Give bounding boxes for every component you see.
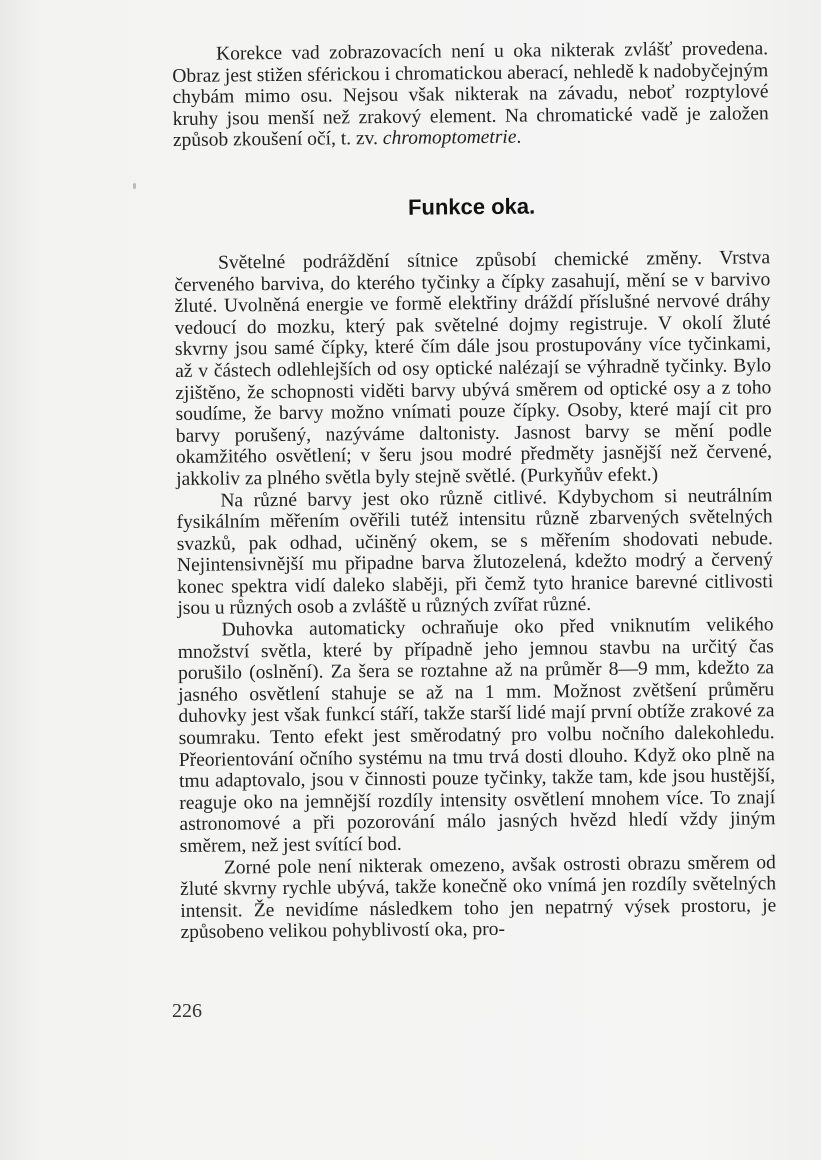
intro-italic-term: chromoptometrie xyxy=(382,127,517,150)
paper-speck xyxy=(133,183,136,189)
intro-paragraph xyxy=(172,38,769,152)
intro-end: . xyxy=(516,127,522,149)
page-number: 226 xyxy=(172,1000,202,1022)
section-heading: Funkce oka. xyxy=(407,193,536,220)
paragraph-4: Zorné pole není nikterak omezeno, avšak ostrosti obrazu směrem od žluté skvrny rychle ubývá, takže konečně oko vnímá jen rozdíly světelných intensit. Že nevidíme následkem toho jen nepatrný výsek prostoru, je způsobeno velikou pohyblivostí oka, pro- xyxy=(180,851,777,944)
intro-text: Korekce vad zobrazovacích není u oka nikterak zvlášť provedena. Obraz jest stižen sférickou i chromatickou aberací, nehledě k nadobyčejným chybám mimo osu. Nejsou však nikterak na závadu, neboť rozptylové kruhy jsou menší než zrakový element. Na chromatické vadě je založen způsob zkoušení očí, t. zv. xyxy=(172,38,769,152)
text-block xyxy=(172,38,777,944)
paragraph-2: Na různé barvy jest oko různě citlivé. Kdybychom si neutrálním fysikálním měřením ověřili tutéž intensitu různě zbarvených světelných svazků, pak odhad, učiněný okem, se s měřením shodovati nebude. Nejintensivnější mu připadne barva žlutozelená, kdežto modrý a červený konec spektra vidí daleko slaběji, při čemž tyto hranice barevné citlivosti jsou u různých osob a zvláště u různých zvířat různé. xyxy=(176,484,774,620)
paragraph-1: Světelné podráždění sítnice způsobí chemické změny. Vrstva červeného barviva, do kterého tyčinky a čípky zasahují, mění se v barvivo žluté. Uvolněná energie ve formě elektřiny dráždí příslušné nervové dráhy vedoucí do mozku, který pak světelné dojmy registruje. V okolí žluté skvrny jsou samé čípky, které čím dále jsou prostupovány více tyčinkami, až v částech odlehlejších od osy optické nalézají se výhradně tyčinky. Bylo zjištěno, že schopnosti viděti barvy ubývá směrem od optické osy a z toho soudíme, že barvy možno vnímati pouze čípky. Osoby, které mají cit pro barvy porušený, nazýváme daltonisty. Jasnost barvy se mění podle okamžitého osvětlení; v šeru jsou modré předměty jasnější než červené, jakkoliv za plného světla byly stejně světlé. (Purkyňův efekt.) xyxy=(174,247,773,490)
paragraph-3: Duhovka automaticky ochraňuje oko před vniknutím velikého množství světla, které by případně jeho jemnou stavbu na určitý čas porušilo (oslnění). Za šera se roztahne až na průměr 8—9 mm, kdežto za jasného osvětlení stahuje se až na 1 mm. Možnost zvětšení průměru duhovky jest však funkcí stáří, takže starší lidé mají první obtíže zrakové za soumraku. Tento efekt jest směrodatný pro volbu nočního dalekohledu. Přeorientování očního systému na tmu trvá dosti dlouho. Když oko plně na tmu adaptovalo, jsou v činnosti pouze tyčinky, takže tam, kde jsou hustější, reaguje oko na jemnější rozdíly intensity osvětlení mnohem více. To znají astronomové a při pozorování málo jasných hvězd hledí vždy jiným směrem, než jest svítící bod. xyxy=(177,614,776,857)
